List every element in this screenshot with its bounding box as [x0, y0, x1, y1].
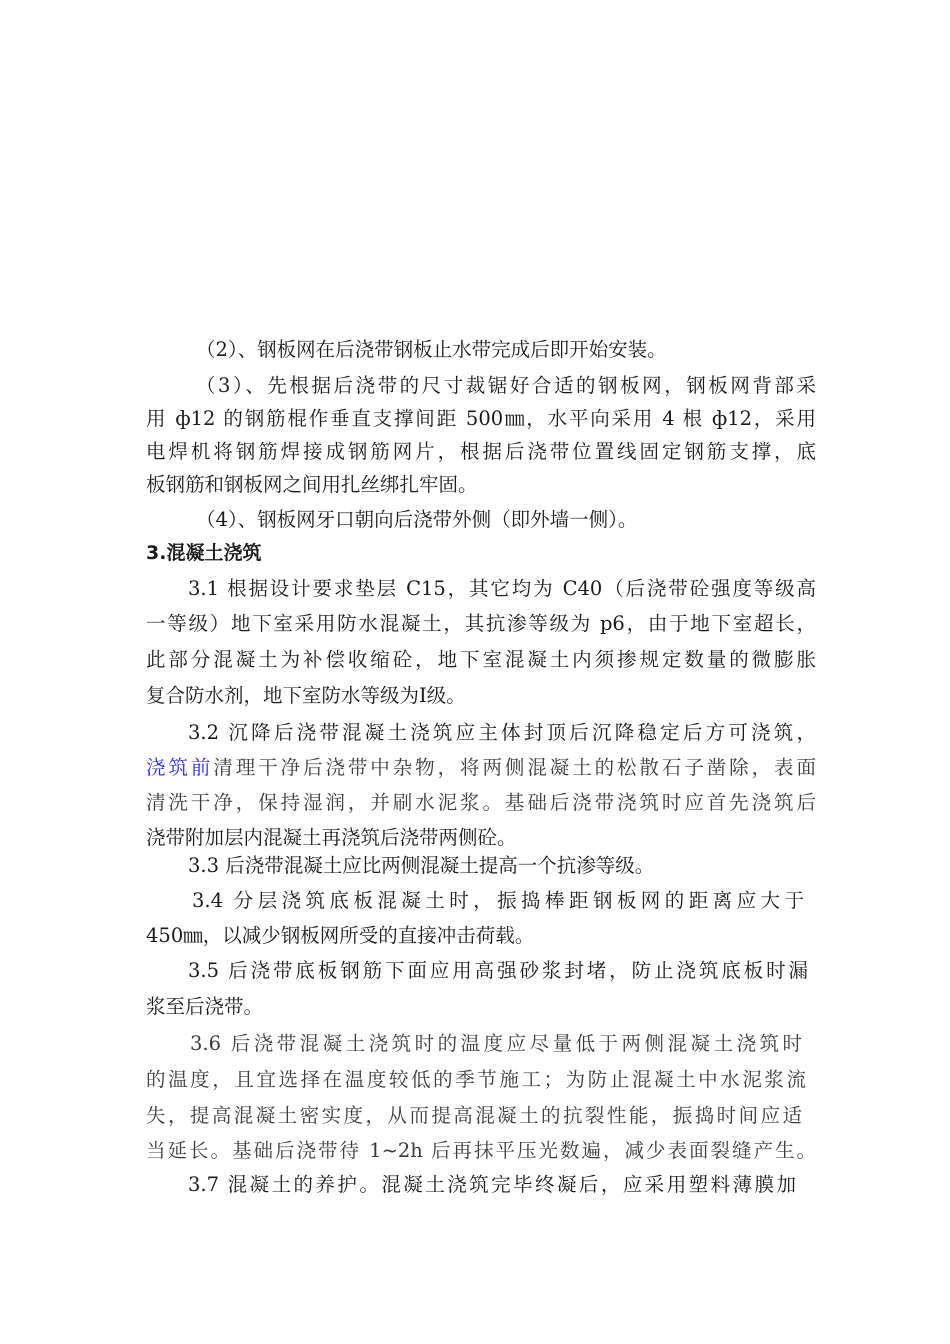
section-3-6-line-3: 失，提高混凝土密实度，从而提高混凝土的抗裂性能，振捣时间应适 — [146, 1104, 802, 1127]
paragraph-3-line-1: （3）、先根据后浇带的尺寸裁锯好合适的钢板网，钢板网背部采 — [196, 374, 816, 397]
section-3-4-line-2: 450㎜，以减少钢板网所受的直接冲击荷载。 — [146, 924, 535, 947]
paragraph-4: （4）、钢板网牙口朝向后浇带外侧（即外墙一侧）。 — [196, 508, 638, 531]
section-3-5-line-2: 浆至后浇带。 — [146, 995, 264, 1018]
section-3-2-line-3: 清洗干净，保持湿润，并刷水泥浆。基础后浇带浇筑时应首先浇筑后 — [146, 791, 816, 814]
paragraph-3-line-2: 用 ф12 的钢筋棍作垂直支撑间距 500㎜，水平向采用 4 根 ф12，采用 — [146, 407, 816, 430]
section-3-7-line-1: 3.7 混凝土的养护。混凝土浇筑完毕终凝后，应采用塑料薄膜加 — [188, 1173, 796, 1196]
paragraph-2: （2）、钢板网在后浇带钢板止水带完成后即开始安装。 — [196, 338, 667, 361]
paragraph-3-line-4: 板钢筋和钢板网之间用扎丝绑扎牢固。 — [146, 473, 478, 496]
paragraph-3-line-3: 电焊机将钢筋焊接成钢筋网片，根据后浇带位置线固定钢筋支撑，底 — [146, 440, 816, 463]
inline-link[interactable]: 浇筑前 — [146, 756, 214, 779]
section-3-2-line-2 — [146, 756, 816, 780]
section-3-2-line-4: 浇带附加层内混凝土再浇筑后浇带两侧砼。 — [146, 826, 517, 849]
section-3-3: 3.3 后浇带混凝土应比两侧混凝土提高一个抗渗等级。 — [188, 854, 655, 877]
section-3-6-line-2: 的温度，且宜选择在温度较低的季节施工；为防止混凝土中水泥浆流 — [146, 1068, 806, 1091]
section-3-6-line-4: 当延长。基础后浇带待 1~2h 后再抹平压光数遍，减少表面裂缝产生。 — [146, 1139, 816, 1162]
section-3-4-line-1: 3.4 分层浇筑底板混凝土时，振捣棒距钢板网的距离应大于 — [192, 889, 804, 912]
section-3-5-line-1: 3.5 后浇带底板钢筋下面应用高强砂浆封堵，防止浇筑底板时漏 — [188, 959, 808, 982]
section-3-6-line-1: 3.6 后浇带混凝土浇筑时的温度应尽量低于两侧混凝土浇筑时 — [190, 1032, 802, 1055]
section-3-1-line-3: 此部分混凝土为补偿收缩砼，地下室混凝土内须掺规定数量的微膨胀 — [146, 648, 816, 671]
section-3-1-line-2: 一等级）地下室采用防水混凝土，其抗渗等级为 p6，由于地下室超长， — [146, 612, 816, 635]
section-3-1-line-4: 复合防水剂，地下室防水等级为Ⅰ级。 — [146, 684, 466, 707]
section-heading: 3.混凝土浇筑 — [146, 542, 262, 564]
section-3-2-line-2-text: 清理干净后浇带中杂物，将两侧混凝土的松散石子凿除，表面 — [213, 756, 816, 779]
section-3-1-line-1: 3.1 根据设计要求垫层 C15，其它均为 C40（后浇带砼强度等级高 — [188, 577, 816, 600]
section-3-2-line-1: 3.2 沉降后浇带混凝土浇筑应主体封顶后沉降稳定后方可浇筑， — [188, 721, 816, 744]
